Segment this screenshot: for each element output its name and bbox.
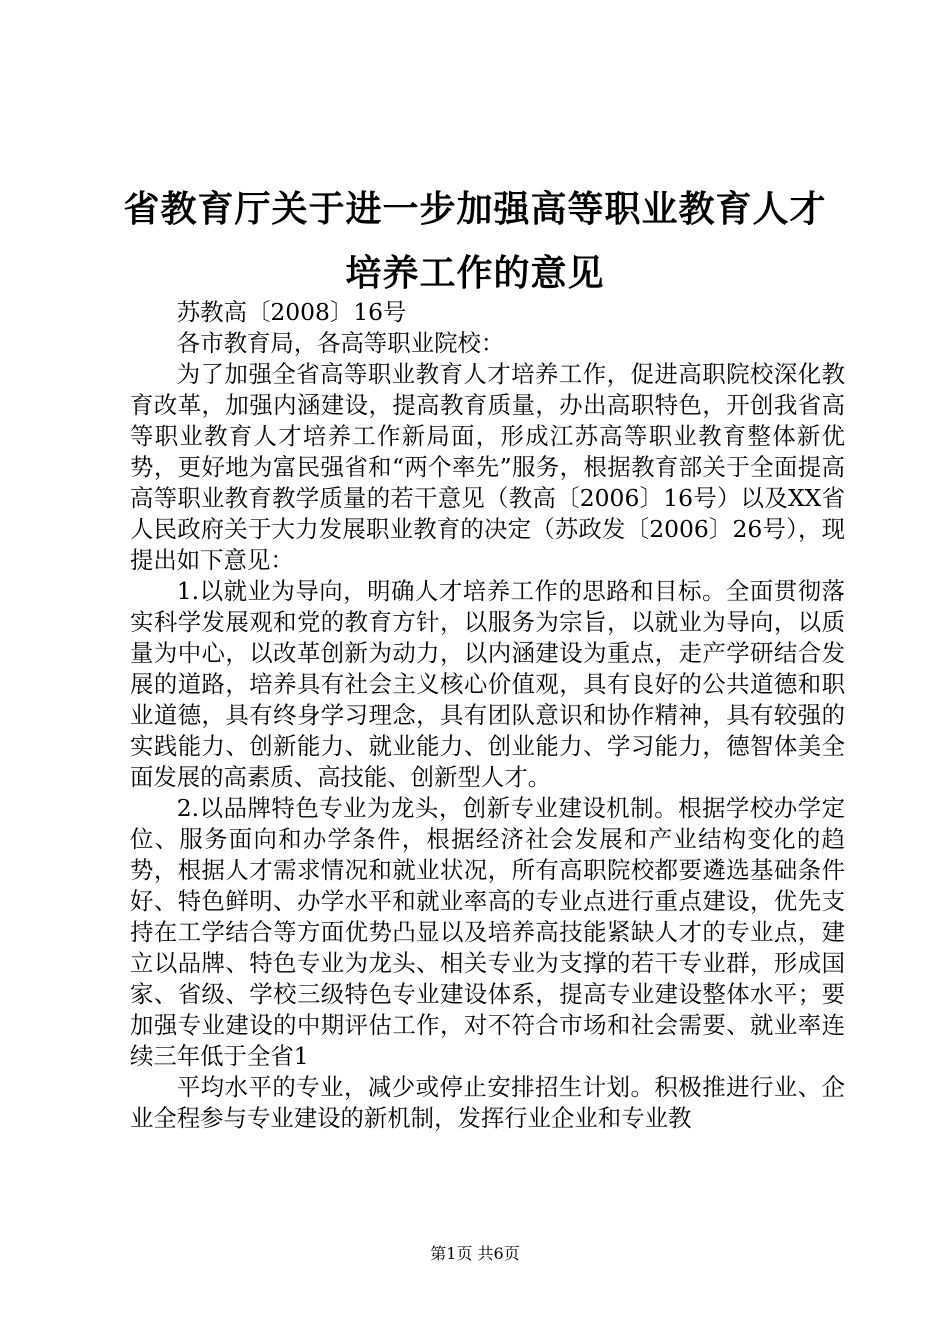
document-title: 省教育厅关于进一步加强高等职业教育人才培养工作的意见 xyxy=(123,189,827,294)
document-body xyxy=(130,297,845,1134)
section-1-paragraph: 1.以就业为导向，明确人才培养工作的思路和目标。全面贯彻落实科学发展观和党的教育方针，以服务为宗旨，以就业为导向，以质量为中心，以改革创新为动力，以内涵建设为重点，走产学研结合发展的道路，培养具有社会主义核心价值观，具有良好的公共道德和职业道德，具有终身学习理念，具有团队意识和协作精神，具有较强的实践能力、创新能力、就业能力、创业能力、学习能力，德智体美全面发展的高素质、高技能、创新型人才。 xyxy=(130,577,845,791)
continuation-paragraph: 平均水平的专业，减少或停止安排招生计划。积极推进行业、企业全程参与专业建设的新机制，发挥行业企业和专业教 xyxy=(130,1073,845,1132)
recipients-line: 各市教育局，各高等职业院校： xyxy=(176,329,505,357)
page-number-footer: 第1页 共6页 xyxy=(430,1244,520,1263)
section-2-paragraph: 2.以品牌特色专业为龙头，创新专业建设机制。根据学校办学定位、服务面向和办学条件，根据经济社会发展和产业结构变化的趋势，根据人才需求情况和就业状况，所有高职院校都要遴选基础条件好、特色鲜明、办学水平和就业率高的专业点进行重点建设，优先支持在工学结合等方面优势凸显以及培养高技能紧缺人才的专业点，建立以品牌、特色专业为龙头、相关专业为支撑的若干专业群，形成国家、省级、学校三级特色专业建设体系，提高专业建设整体水平；要加强专业建设的中期评估工作，对不符合市场和社会需要、就业率连续三年低于全省1 xyxy=(130,794,845,1070)
intro-paragraph: 为了加强全省高等职业教育人才培养工作，促进高职院校深化教育改革，加强内涵建设，提高教育质量，办出高职特色，开创我省高等职业教育人才培养工作新局面，形成江苏高等职业教育整体新优势，更好地为富民强省和“两个率先”服务，根据教育部关于全面提高高等职业教育教学质量的若干意见（教高〔2006〕16号）以及XX省人民政府关于大力发展职业教育的决定（苏政发〔2006〕26号），现提出如下意见： xyxy=(130,360,845,574)
document-number: 苏教高〔2008〕16号 xyxy=(176,298,407,326)
